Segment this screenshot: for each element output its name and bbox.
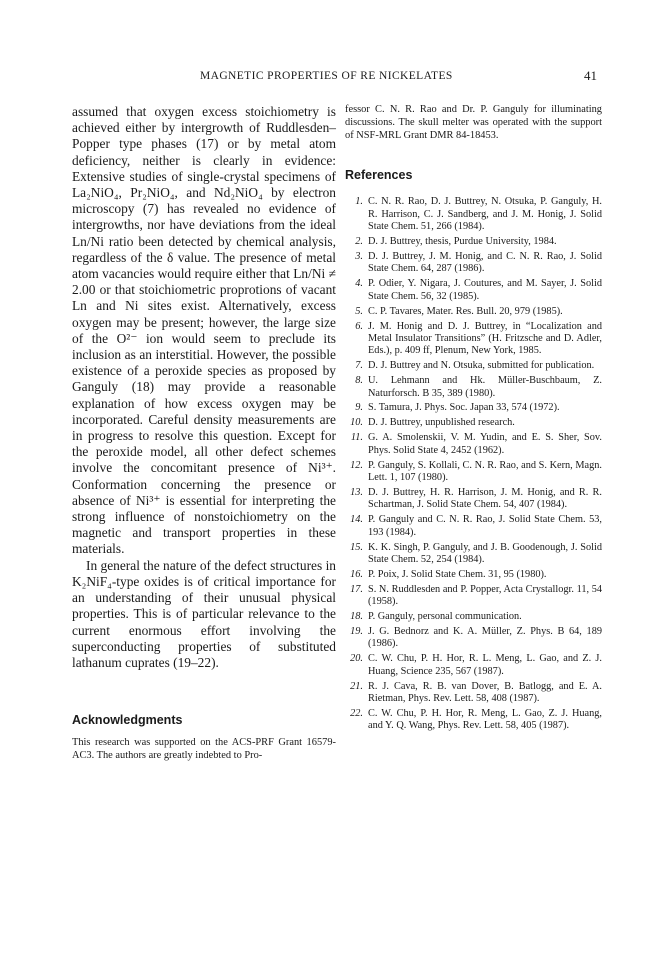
- reference-item: [345, 321, 602, 358]
- left-column: [72, 104, 336, 763]
- reference-text: D. J. Buttrey, H. R. Harrison, J. M. Honig, and R. R. Schartman, J. Solid State Chem. 54, 407 (1984).: [368, 486, 602, 511]
- reference-text: C. W. Chu, P. H. Hor, R. L. Meng, L. Gao, and Z. J. Huang, Science 235, 567 (1987).: [368, 653, 602, 677]
- reference-item: [345, 375, 602, 400]
- reference-item: [345, 460, 602, 485]
- reference-text: U. Lehmann and Hk. Müller-Buschbaum, Z. Naturforsch. B 35, 389 (1980).: [368, 375, 602, 399]
- reference-number: 16.: [350, 568, 363, 580]
- reference-item: [345, 542, 602, 567]
- body-paragraph-2: In general the nature of the defect structures in K₂NiF₄-type oxides is of critical importance for an understanding of their unusual physical properties. This is of particular relevance to the current enormous effort involving the superconducting properties of substituted lathanum cuprates (19–22).: [72, 557, 336, 670]
- reference-number: 1.: [355, 196, 363, 208]
- reference-text: P. Odier, Y. Nigara, J. Coutures, and M. Sayer, J. Solid State Chem. 56, 32 (1985).: [368, 278, 602, 302]
- reference-text: P. Ganguly and C. N. R. Rao, J. Solid State Chem. 53, 193 (1984).: [368, 514, 602, 538]
- reference-number: 14.: [350, 514, 363, 526]
- reference-number: 2.: [355, 236, 363, 248]
- reference-text: P. Ganguly, personal communication.: [368, 611, 522, 623]
- reference-number: 11.: [350, 432, 363, 444]
- running-head: MAGNETIC PROPERTIES OF RE NICKELATES: [200, 70, 453, 82]
- page-number: 41: [584, 68, 597, 83]
- reference-number: 3.: [355, 251, 363, 263]
- reference-item: [345, 432, 602, 457]
- reference-text: R. J. Cava, R. B. van Dover, B. Batlogg, and E. A. Rietman, Phys. Rev. Lett. 58, 408 (1987).: [368, 680, 602, 705]
- reference-text: J. M. Honig and D. J. Buttrey, in “Localization and Metal Insulator Transitions” (H. Fritzsche and D. Adler, Eds.), p. 409 ff, Plenum, New York, 1985.: [368, 320, 602, 357]
- reference-item: [345, 196, 602, 233]
- reference-number: 19.: [350, 625, 363, 637]
- reference-item: [345, 584, 602, 609]
- reference-text: C. N. R. Rao, D. J. Buttrey, N. Otsuka, P. Ganguly, H. R. Harrison, C. J. Sandberg, and J. M. Honig, J. Solid State Chem. 51, 266 (1984).: [368, 196, 602, 233]
- reference-text: C. W. Chu, P. H. Hor, R. Meng, L. Gao, Z. J. Huang, and Y. Q. Wang, Phys. Rev. Lett. 58, 405 (1987).: [368, 707, 602, 732]
- reference-item: [345, 514, 602, 539]
- reference-text: P. Poix, J. Solid State Chem. 31, 95 (1980).: [368, 568, 547, 580]
- acknowledgments-heading: Acknowledgments: [72, 713, 183, 728]
- reference-item: [345, 278, 602, 303]
- reference-text: G. A. Smolenskii, V. M. Yudin, and E. S. Sher, Sov. Phys. Solid State 4, 2452 (1962).: [368, 432, 602, 456]
- reference-number: 18.: [350, 611, 363, 623]
- acknowledgments-text: This research was supported on the ACS-PRF Grant 16579-AC3. The authors are greatly indebted to Pro-: [72, 737, 336, 761]
- references-heading: References: [345, 168, 413, 183]
- reference-text: D. J. Buttrey, thesis, Purdue University, 1984.: [368, 236, 557, 248]
- reference-item: [345, 306, 602, 318]
- reference-number: 22.: [350, 707, 363, 719]
- reference-text: S. Tamura, J. Phys. Soc. Japan 33, 574 (1972).: [368, 402, 560, 414]
- reference-text: D. J. Buttrey, unpublished research.: [368, 417, 515, 429]
- reference-text: D. J. Buttrey, J. M. Honig, and C. N. R. Rao, J. Solid State Chem. 64, 287 (1986).: [368, 251, 602, 275]
- reference-number: 13.: [350, 486, 363, 498]
- reference-list: [345, 196, 602, 732]
- reference-text: S. N. Ruddlesden and P. Popper, Acta Crystallogr. 11, 54 (1958).: [368, 583, 602, 608]
- reference-text: K. K. Singh, P. Ganguly, and J. B. Goodenough, J. Solid State Chem. 52, 254 (1984).: [368, 541, 602, 565]
- reference-item: [345, 626, 602, 651]
- reference-item: [345, 417, 602, 429]
- reference-number: 10.: [350, 417, 363, 429]
- right-column: [345, 104, 602, 735]
- reference-number: 8.: [355, 375, 363, 387]
- reference-text: D. J. Buttrey and N. Otsuka, submitted for publication.: [368, 360, 595, 372]
- reference-item: [345, 681, 602, 706]
- reference-number: 6.: [355, 320, 363, 332]
- reference-item: [345, 487, 602, 512]
- reference-number: 12.: [350, 459, 363, 471]
- acknowledgments-continued: fessor C. N. R. Rao and Dr. P. Ganguly for illuminating discussions. The skull melter was operated with the support of NSF-MRL Grant DMR 84-18453.: [345, 104, 602, 141]
- reference-item: [345, 360, 602, 372]
- reference-item: [345, 653, 602, 678]
- reference-text: C. P. Tavares, Mater. Res. Bull. 20, 979 (1985).: [368, 305, 563, 317]
- reference-number: 17.: [350, 583, 363, 595]
- reference-item: [345, 708, 602, 733]
- reference-number: 21.: [350, 680, 363, 692]
- reference-item: [345, 611, 602, 623]
- reference-item: [345, 402, 602, 414]
- reference-number: 5.: [355, 305, 363, 317]
- reference-number: 4.: [355, 278, 363, 290]
- reference-item: [345, 569, 602, 581]
- reference-number: 7.: [355, 360, 363, 372]
- reference-number: 9.: [355, 402, 363, 414]
- reference-text: J. G. Bednorz and K. A. Müller, Z. Phys. B 64, 189 (1986).: [368, 625, 602, 650]
- reference-number: 15.: [350, 541, 363, 553]
- reference-text: P. Ganguly, S. Kollali, C. N. R. Rao, and S. Kern, Magn. Lett. 1, 107 (1980).: [368, 459, 602, 484]
- reference-number: 20.: [350, 653, 363, 665]
- reference-item: [345, 251, 602, 276]
- body-paragraph-1: assumed that oxygen excess stoichiometry is achieved either by intergrowth of Ruddlesden–Popper type phases (17) or by metal atom deficiency, neither is clearly in evidence: Extensive studies of single-crystal specimens of La₂NiO₄, Pr₂NiO₄, and Nd₂NiO₄ by electron microscopy (7) has revealed no evidence of intergrowths, nor have deviations from the ideal Ln/Ni ratio been detected by chemical analysis, regardless of the δ value. The presence of metal atom vacancies would require either that Ln/Ni ≠ 2.00 or that stoichiometric proprotions of vacant Ln and Ni sites exist. Alternatively, excess oxygen may be present; however, the large size of the O²⁻ ion would seem to preclude its inclusion as an interstitial. However, the possible existence of a peroxide species as proposed by Ganguly (18) may provide a reasonable explanation of how excess oxygen may be incorporated. Careful density measurements are in progress to resolve this question. Except for the peroxide model, all other defect schemes involve the concomitant presence of Ni³⁺. Conformation concerning the presence or absence of Ni³⁺ is essential for interpreting the strong influence of nonstoichiometry on the magnetic and transport properties in these materials.: [72, 104, 336, 557]
- reference-item: [345, 236, 602, 248]
